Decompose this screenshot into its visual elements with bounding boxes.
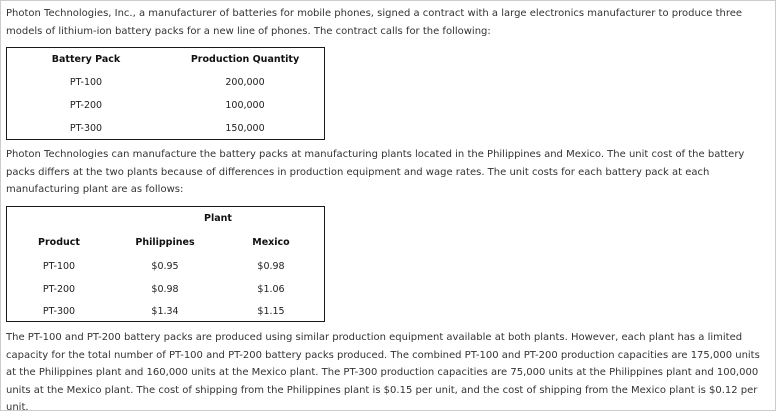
header-philippines: Philippines bbox=[135, 237, 195, 248]
table-row-mexico-cost: $1.15 bbox=[257, 306, 285, 317]
table-row-philippines-cost: $0.95 bbox=[151, 261, 179, 272]
table-row-product: PT-300 bbox=[42, 306, 76, 317]
header-plant: Plant bbox=[204, 213, 232, 224]
header-production-quantity: Production Quantity bbox=[190, 54, 300, 65]
table-row-product: PT-200 bbox=[69, 100, 103, 111]
table-row-product: PT-300 bbox=[69, 123, 103, 134]
table-row-philippines-cost: $0.98 bbox=[151, 284, 179, 295]
table-row-quantity: 100,000 bbox=[225, 100, 265, 111]
middle-paragraph: Photon Technologies can manufacture the battery packs at manufacturing plants located in the Philippines and Mexico. The unit cost of the battery packs differs at the two plants because of differences in production equipment and wage rates. The unit costs for each battery pack at each manufacturing plant are as follows: bbox=[6, 149, 745, 195]
intro-paragraph: Photon Technologies, Inc., a manufacturer of batteries for mobile phones, signed a contract with a large electronics manufacturer to produce three models of lithium-ion battery packs for a new line of phones. The contract calls for the following: bbox=[6, 8, 743, 37]
header-mexico: Mexico bbox=[252, 237, 290, 248]
cost-table bbox=[6, 206, 325, 322]
table-row-product: PT-100 bbox=[69, 77, 103, 88]
production-table bbox=[6, 47, 325, 140]
closing-paragraph: The PT-100 and PT-200 battery packs are produced using similar production equipment available at both plants. However, each plant has a limited capacity for the total number of PT-100 and PT-200 battery packs produced. The combined PT-100 and PT-200 production capacities are 175,000 units at the Philippines plant and 160,000 units at the Mexico plant. The PT-300 production capacities are 75,000 units at the Philippines plant and 100,000 units at the Mexico plant. The cost of shipping from the Philippines plant is $0.15 per unit, and the cost of shipping from the Mexico plant is $0.12 per unit. bbox=[6, 332, 760, 413]
table-row-quantity: 200,000 bbox=[225, 77, 265, 88]
table-row-mexico-cost: $1.06 bbox=[257, 284, 285, 295]
table-row-quantity: 150,000 bbox=[225, 123, 265, 134]
table-row-philippines-cost: $1.34 bbox=[151, 306, 179, 317]
header-product: Product bbox=[38, 237, 80, 248]
table-row-product: PT-200 bbox=[42, 284, 76, 295]
header-battery-pack: Battery Pack bbox=[51, 54, 121, 65]
table-row-product: PT-100 bbox=[42, 261, 76, 272]
table-row-mexico-cost: $0.98 bbox=[257, 261, 285, 272]
